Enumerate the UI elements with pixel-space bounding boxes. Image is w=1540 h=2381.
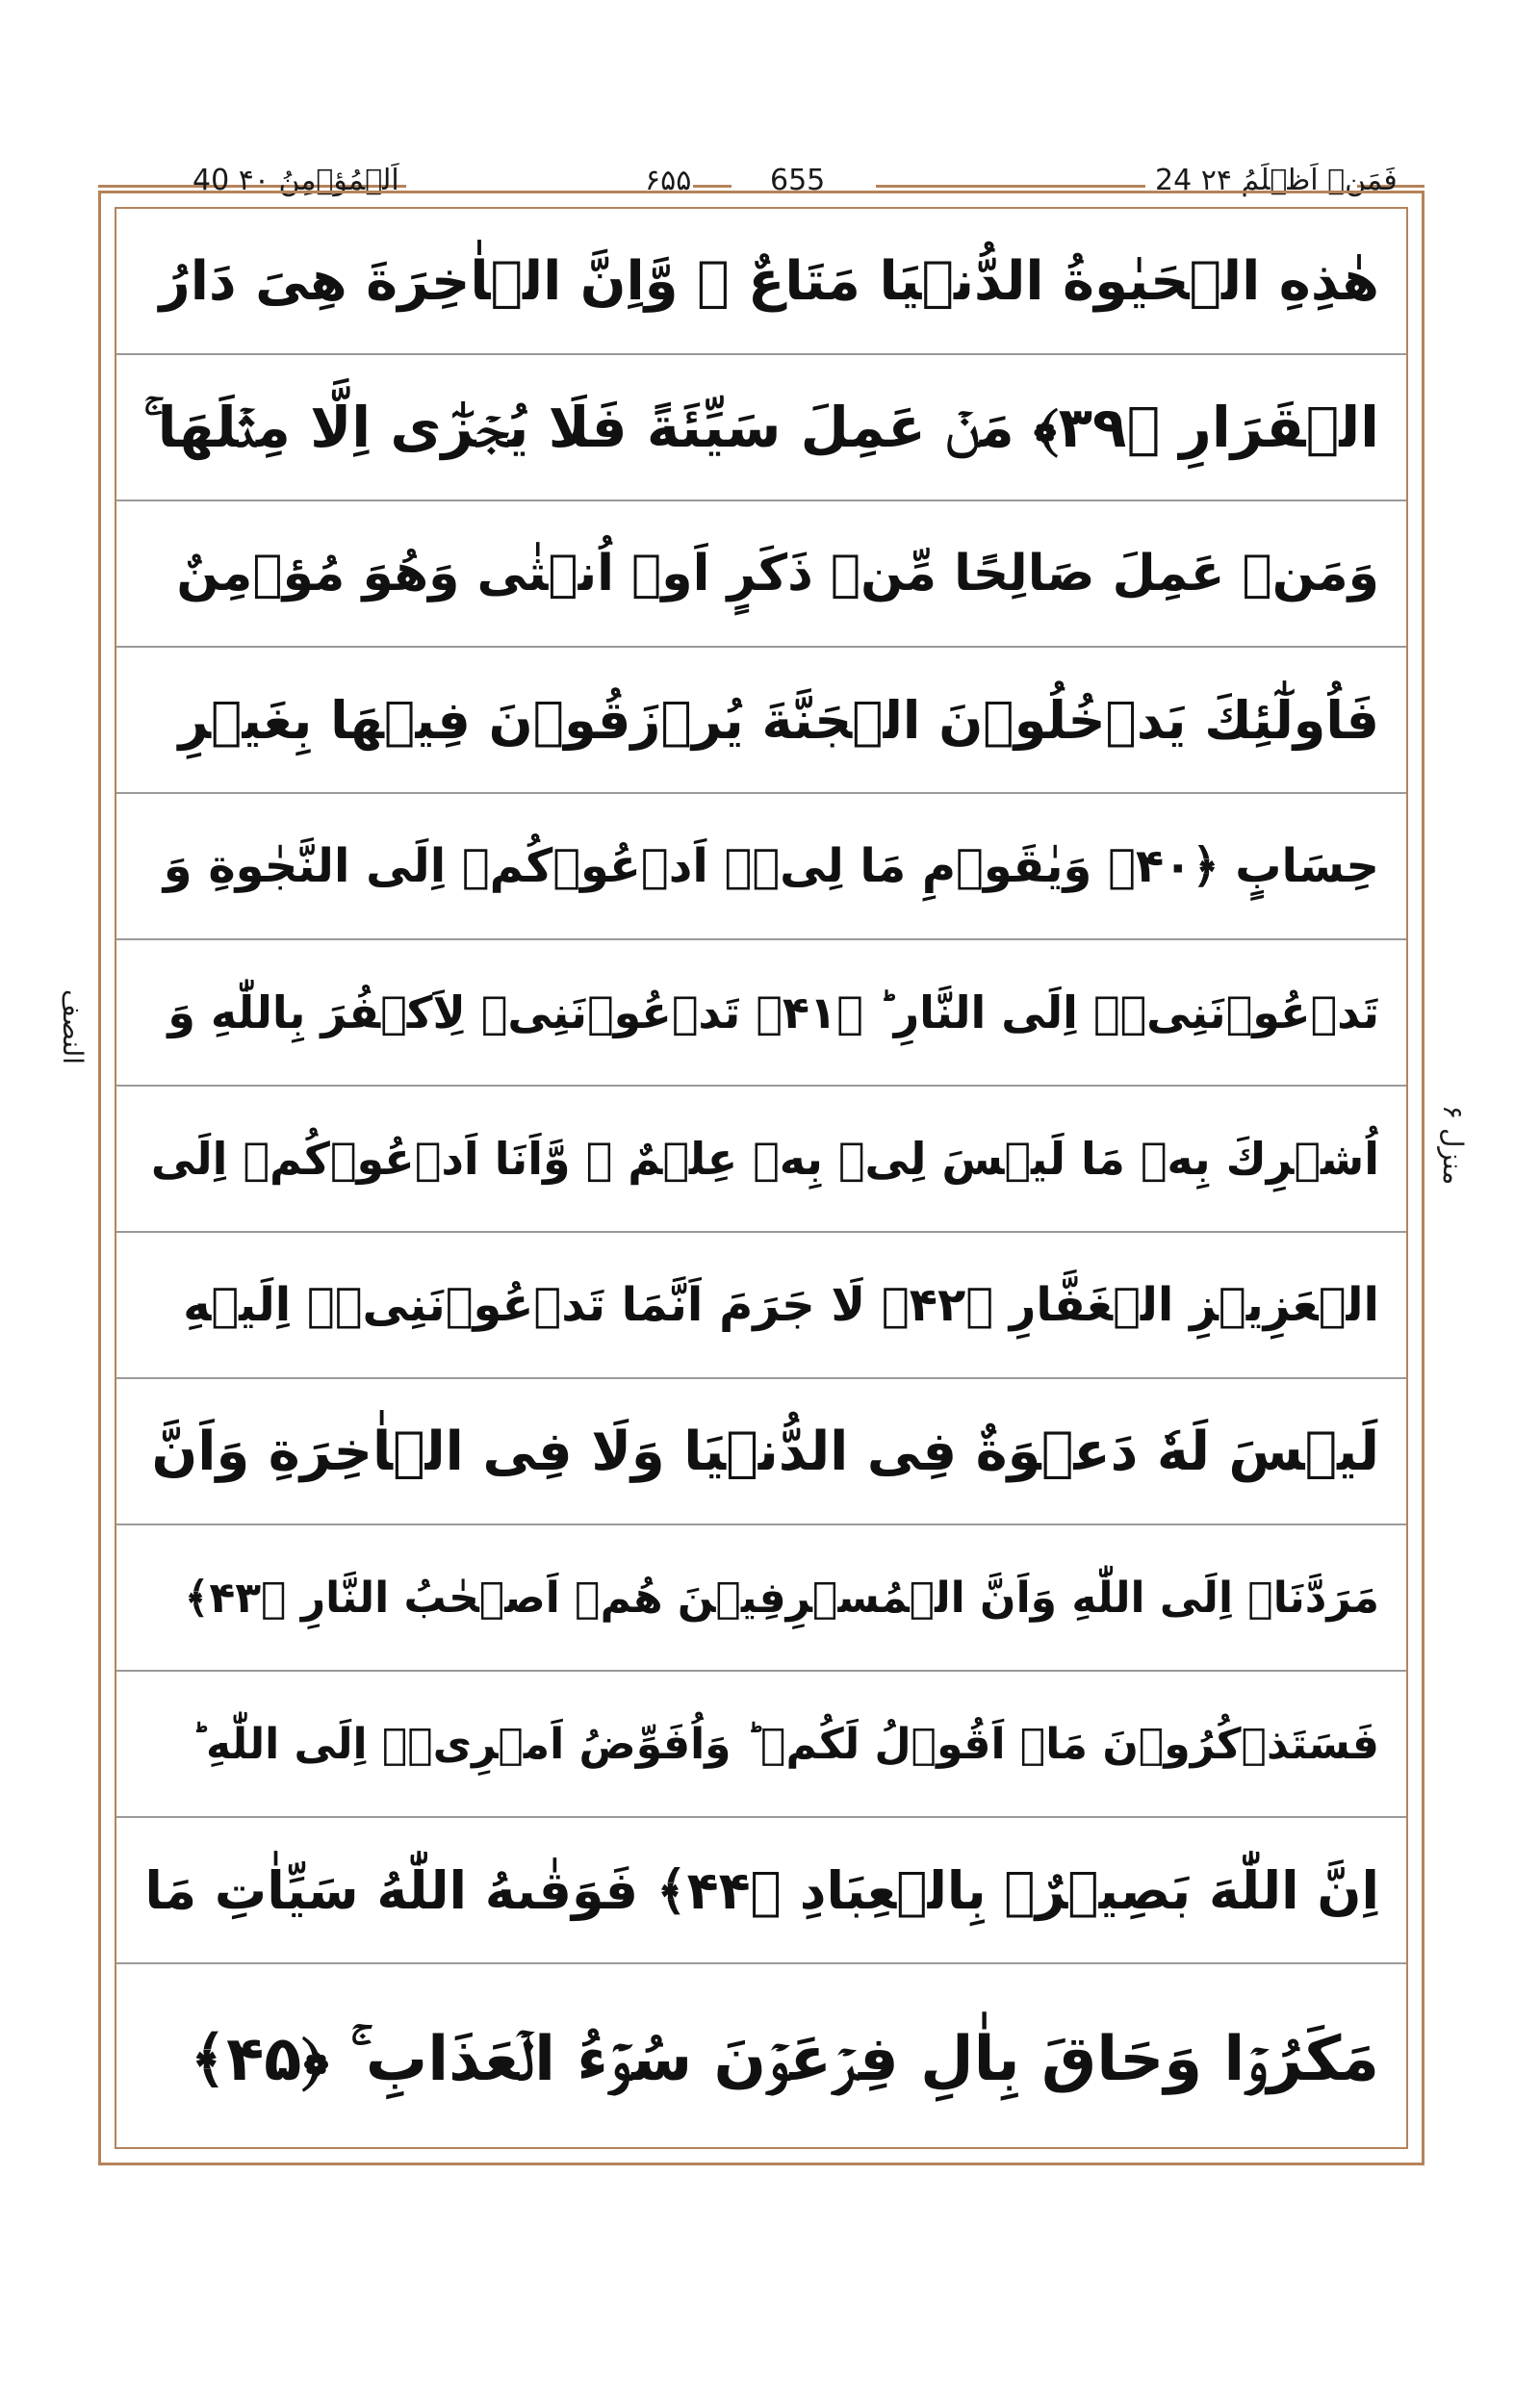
text-line xyxy=(116,794,1406,940)
text-line xyxy=(116,1672,1406,1818)
text-line xyxy=(116,1233,1406,1379)
header-rule-mid xyxy=(693,185,732,188)
text-line xyxy=(116,1818,1406,1964)
ayah-text: اُشۡرِكَ بِهٖ مَا لَيۡسَ لِىۡ بِهٖ عِلۡمٌ ۫ وَّاَنَا اَدۡعُوۡكُمۡ اِلَى xyxy=(150,1133,1379,1185)
ayah-text: تَدۡعُوۡنَنِىۡۤ اِلَى النَّارِ ؕ ﴿۴۱﴾ تَدۡعُوۡنَنِىۡ لِاَكۡفُرَ بِاللّٰهِ وَ xyxy=(167,986,1379,1038)
juz-label: 24 فَمَنۡ اَظۡلَمُ ۲۴ xyxy=(1155,164,1398,197)
text-line xyxy=(116,1525,1406,1672)
text-line xyxy=(116,501,1406,648)
text-line xyxy=(116,209,1406,355)
text-line xyxy=(116,1087,1406,1233)
ayah-text: حِسَابٍ ﴿۴۰﴾ وَيٰقَوۡمِ مَا لِىۡۤ اَدۡعُوۡكُمۡ اِلَى النَّجٰوةِ وَ xyxy=(163,839,1379,893)
text-line xyxy=(116,1964,1406,2153)
page-number-urdu: ۶۵۵ xyxy=(645,164,692,197)
text-line xyxy=(116,355,1406,501)
ayah-text: وَمَنۡ عَمِلَ صَالِحًا مِّنۡ ذَكَرٍ اَوۡ اُنۡثٰى وَهُوَ مُؤۡمِنٌ xyxy=(176,545,1379,602)
ayah-text: مَكَرُوۡا وَحَاقَ بِاٰلِ فِرۡعَوۡنَ سُوۡٓءُ الۡعَذَابِ ۚ ﴿۴۵﴾ xyxy=(190,2023,1379,2095)
page-frame xyxy=(98,191,1424,2165)
text-lines xyxy=(116,209,1406,2147)
margin-mark-right: منزل ۶ xyxy=(1437,1105,1469,1186)
ayah-text: فَاُولٰٓئِكَ يَدۡخُلُوۡنَ الۡجَنَّةَ يُرۡزَقُوۡنَ فِيۡهَا بِغَيۡرِ xyxy=(178,689,1379,751)
header-rule-mid2 xyxy=(876,185,1145,188)
page-number: 655 xyxy=(770,164,826,197)
ayah-text: الۡقَرَارِ ﴿۳۹﴾ مَنۡ عَمِلَ سَيِّئَةً فَلَا يُجۡزٰٓى اِلَّا مِثۡلَهَا ۚ xyxy=(143,394,1379,460)
text-line xyxy=(116,1379,1406,1525)
ayah-text: اِنَّ اللّٰهَ بَصِيۡرٌۢ بِالۡعِبَادِ ﴿۴۴﴾ فَوَقٰٮهُ اللّٰهُ سَيِّاٰتِ مَا xyxy=(144,1859,1379,1921)
margin-mark-left: النصف xyxy=(57,989,89,1065)
ayah-text: لَيۡسَ لَهٗ دَعۡوَةٌ فِى الدُّنۡيَا وَلَا فِى الۡاٰخِرَةِ وَاَنَّ xyxy=(151,1420,1379,1483)
text-line xyxy=(116,940,1406,1087)
ayah-text: الۡعَزِيۡزِ الۡغَفَّارِ ﴿۴۲﴾ لَا جَرَمَ اَنَّمَا تَدۡعُوۡنَنِىۡۤ اِلَيۡهِ xyxy=(183,1278,1379,1332)
text-line xyxy=(116,648,1406,794)
ayah-text: فَسَتَذۡكُرُوۡنَ مَاۤ اَقُوۡلُ لَكُمۡ ؕ وَاُفَوِّضُ اَمۡرِىۡۤ اِلَى اللّٰهِ ؕ xyxy=(191,1719,1379,1769)
surah-label: 40 اَلۡمُؤۡمِنُ ۴۰ xyxy=(192,164,399,197)
ayah-text: هٰذِهِ الۡحَيٰوةُ الدُّنۡيَا مَتَاعٌ ۫ وَّاِنَّ الۡاٰخِرَةَ هِىَ دَارُ xyxy=(159,249,1379,313)
text-area xyxy=(115,207,1408,2149)
ayah-text: مَرَدَّنَاۤ اِلَى اللّٰهِ وَاَنَّ الۡمُسۡرِفِيۡنَ هُمۡ اَصۡحٰبُ النَّارِ ﴿۴۳﴾ xyxy=(184,1573,1379,1623)
